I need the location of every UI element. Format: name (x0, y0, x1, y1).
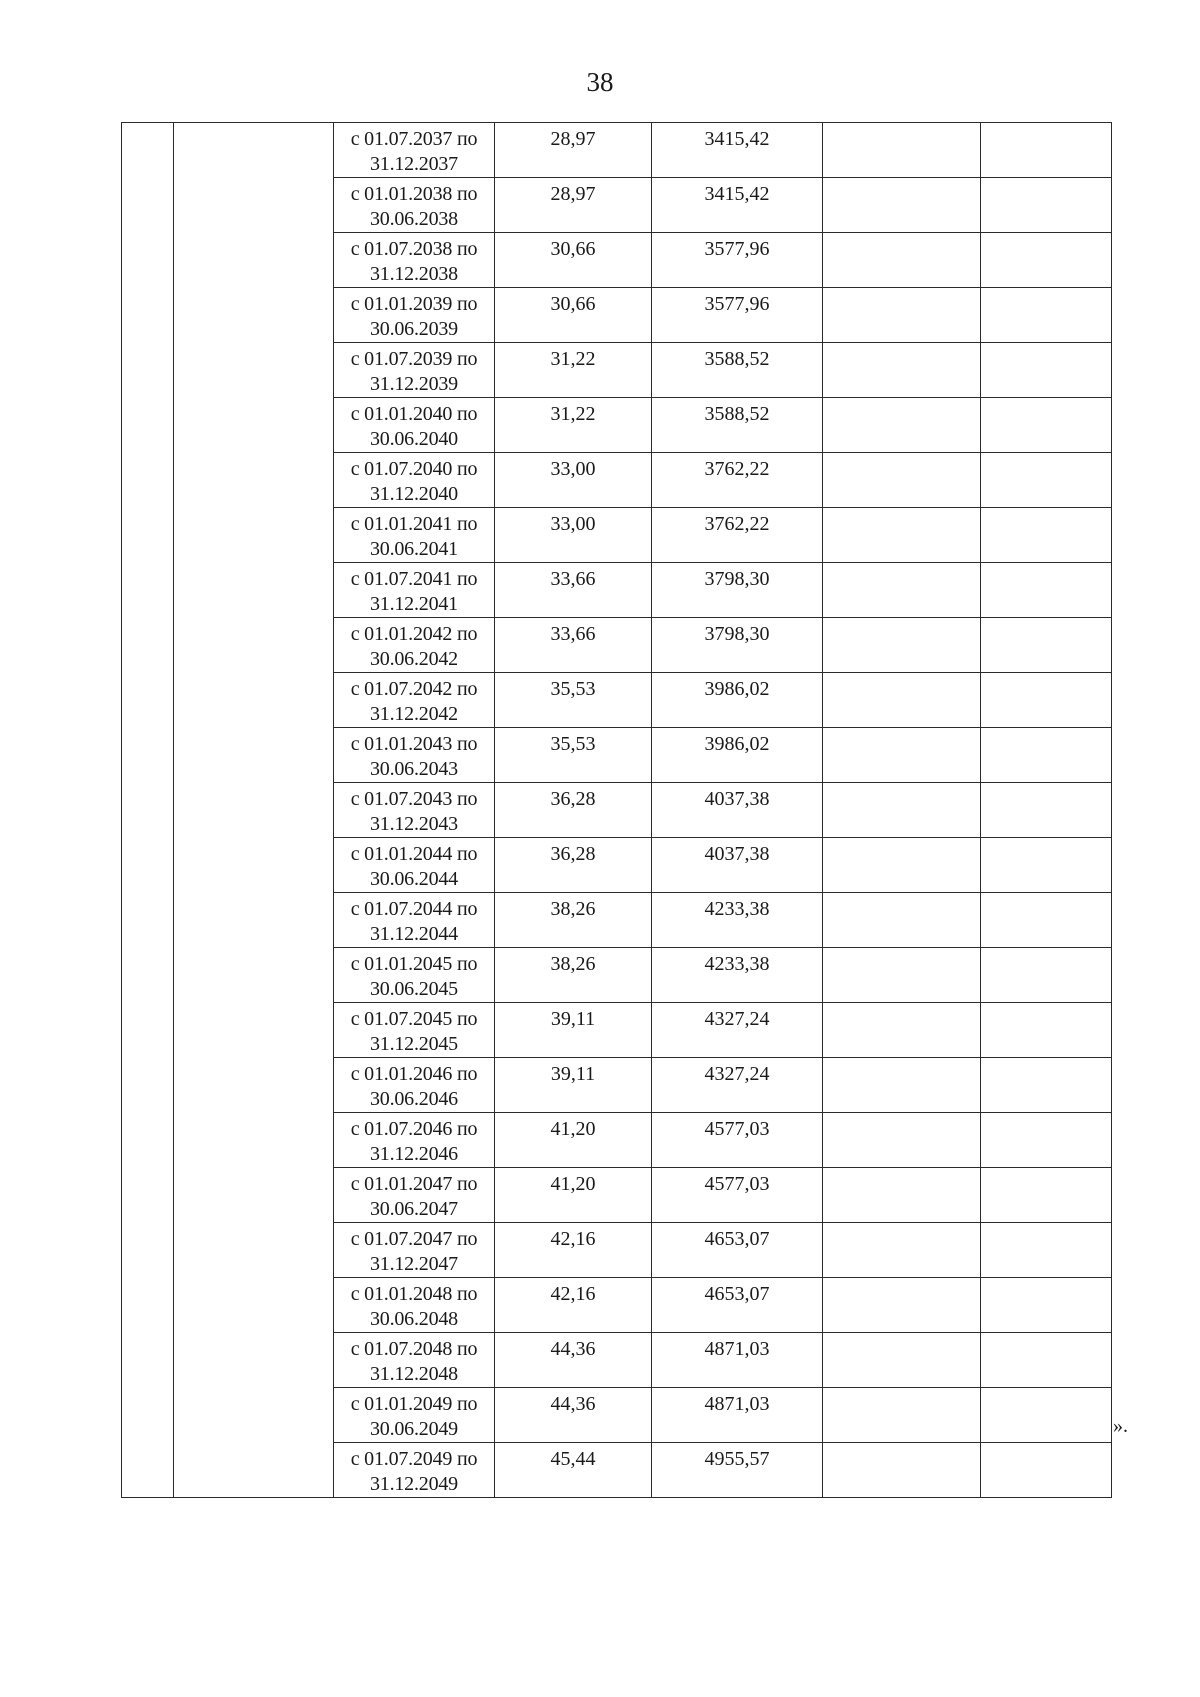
amount-cell: 4653,07 (652, 1223, 823, 1278)
rate-cell: 36,28 (495, 838, 652, 893)
empty-cell (981, 1223, 1112, 1278)
period-from: с 01.07.2043 по (350, 788, 478, 810)
empty-cell (981, 563, 1112, 618)
period-cell (334, 1168, 495, 1223)
rate-cell: 30,66 (495, 288, 652, 343)
rate-cell: 31,22 (495, 398, 652, 453)
empty-cell (823, 1003, 981, 1058)
period-to: 31.12.2046 (369, 1143, 458, 1165)
empty-cell (823, 233, 981, 288)
rate-cell: 33,66 (495, 563, 652, 618)
empty-cell (823, 1443, 981, 1498)
merged-name-cell (174, 123, 334, 1498)
period-from: с 01.01.2039 по (350, 293, 478, 315)
amount-cell: 4871,03 (652, 1333, 823, 1388)
amount-cell: 4955,57 (652, 1443, 823, 1498)
period-from: с 01.07.2045 по (350, 1008, 478, 1030)
period-from: с 01.01.2038 по (350, 183, 478, 205)
rate-cell: 33,66 (495, 618, 652, 673)
period-cell (334, 838, 495, 893)
empty-cell (981, 508, 1112, 563)
period-to: 30.06.2045 (369, 978, 458, 1000)
period-to: 30.06.2042 (369, 648, 458, 670)
empty-cell (823, 1278, 981, 1333)
amount-cell: 3588,52 (652, 398, 823, 453)
amount-cell: 4653,07 (652, 1278, 823, 1333)
empty-cell (823, 178, 981, 233)
rate-cell: 42,16 (495, 1278, 652, 1333)
period-cell (334, 673, 495, 728)
empty-cell (981, 1058, 1112, 1113)
amount-cell: 3415,42 (652, 178, 823, 233)
period-from: с 01.07.2039 по (350, 348, 478, 370)
empty-cell (823, 838, 981, 893)
period-cell (334, 398, 495, 453)
amount-cell: 3798,30 (652, 563, 823, 618)
rate-cell: 35,53 (495, 673, 652, 728)
period-to: 30.06.2044 (369, 868, 458, 890)
period-to: 30.06.2046 (369, 1088, 458, 1110)
page-number: 38 (586, 67, 614, 97)
period-cell (334, 288, 495, 343)
tariff-table (121, 122, 1112, 1498)
period-from: с 01.07.2037 по (350, 128, 478, 150)
period-cell (334, 1333, 495, 1388)
period-to: 30.06.2039 (369, 318, 458, 340)
rate-cell: 41,20 (495, 1168, 652, 1223)
empty-cell (981, 1168, 1112, 1223)
empty-cell (823, 673, 981, 728)
period-to: 31.12.2044 (369, 923, 458, 945)
period-to: 31.12.2037 (369, 153, 458, 175)
period-from: с 01.01.2049 по (350, 1393, 478, 1415)
period-to: 30.06.2041 (369, 538, 458, 560)
empty-cell (981, 398, 1112, 453)
amount-cell: 3798,30 (652, 618, 823, 673)
rate-cell: 41,20 (495, 1113, 652, 1168)
period-to: 30.06.2047 (369, 1198, 458, 1220)
amount-cell: 4327,24 (652, 1058, 823, 1113)
empty-cell (981, 893, 1112, 948)
period-to: 31.12.2045 (369, 1033, 458, 1055)
rate-cell: 38,26 (495, 948, 652, 1003)
period-cell (334, 728, 495, 783)
empty-cell (823, 453, 981, 508)
rate-cell: 39,11 (495, 1058, 652, 1113)
empty-cell (823, 1113, 981, 1168)
empty-cell (981, 948, 1112, 1003)
amount-cell: 4233,38 (652, 948, 823, 1003)
closing-quote-mark: ». (1113, 1415, 1128, 1437)
amount-cell: 4871,03 (652, 1388, 823, 1443)
empty-cell (823, 728, 981, 783)
amount-cell: 3577,96 (652, 233, 823, 288)
period-cell (334, 233, 495, 288)
period-from: с 01.07.2041 по (350, 568, 478, 590)
period-from: с 01.07.2042 по (350, 678, 478, 700)
period-to: 30.06.2040 (369, 428, 458, 450)
amount-cell: 3588,52 (652, 343, 823, 398)
period-cell (334, 893, 495, 948)
period-to: 31.12.2040 (369, 483, 458, 505)
period-cell (334, 1443, 495, 1498)
period-to: 31.12.2047 (369, 1253, 458, 1275)
empty-cell (981, 1113, 1112, 1168)
empty-cell (981, 178, 1112, 233)
merged-number-cell (122, 123, 174, 1498)
period-from: с 01.01.2042 по (350, 623, 478, 645)
amount-cell: 4037,38 (652, 838, 823, 893)
empty-cell (823, 618, 981, 673)
empty-cell (823, 1333, 981, 1388)
amount-cell: 3415,42 (652, 123, 823, 178)
rate-cell: 28,97 (495, 178, 652, 233)
rate-cell: 39,11 (495, 1003, 652, 1058)
period-to: 30.06.2038 (369, 208, 458, 230)
amount-cell: 4037,38 (652, 783, 823, 838)
period-cell (334, 508, 495, 563)
empty-cell (981, 123, 1112, 178)
table-row (122, 123, 1112, 178)
empty-cell (823, 123, 981, 178)
period-from: с 01.01.2046 по (350, 1063, 478, 1085)
period-from: с 01.01.2045 по (350, 953, 478, 975)
period-to: 31.12.2038 (369, 263, 458, 285)
period-cell (334, 1003, 495, 1058)
period-cell (334, 178, 495, 233)
period-cell (334, 343, 495, 398)
period-cell (334, 123, 495, 178)
table-body (122, 123, 1112, 1498)
empty-cell (823, 783, 981, 838)
empty-cell (981, 673, 1112, 728)
amount-cell: 3577,96 (652, 288, 823, 343)
empty-cell (981, 618, 1112, 673)
empty-cell (981, 783, 1112, 838)
period-to: 30.06.2043 (369, 758, 458, 780)
period-from: с 01.01.2048 по (350, 1283, 478, 1305)
empty-cell (823, 1388, 981, 1443)
period-from: с 01.01.2043 по (350, 733, 478, 755)
period-cell (334, 1113, 495, 1168)
amount-cell: 4577,03 (652, 1168, 823, 1223)
period-to: 31.12.2043 (369, 813, 458, 835)
empty-cell (981, 1333, 1112, 1388)
period-to: 30.06.2049 (369, 1418, 458, 1440)
amount-cell: 4233,38 (652, 893, 823, 948)
period-cell (334, 453, 495, 508)
rate-cell: 38,26 (495, 893, 652, 948)
empty-cell (981, 1003, 1112, 1058)
period-from: с 01.07.2047 по (350, 1228, 478, 1250)
empty-cell (981, 1388, 1112, 1443)
empty-cell (823, 948, 981, 1003)
period-from: с 01.01.2047 по (350, 1173, 478, 1195)
rate-cell: 36,28 (495, 783, 652, 838)
period-from: с 01.01.2040 по (350, 403, 478, 425)
empty-cell (823, 1058, 981, 1113)
amount-cell: 4327,24 (652, 1003, 823, 1058)
period-to: 31.12.2042 (369, 703, 458, 725)
amount-cell: 3986,02 (652, 728, 823, 783)
empty-cell (823, 563, 981, 618)
period-to: 30.06.2048 (369, 1308, 458, 1330)
period-to: 31.12.2041 (369, 593, 458, 615)
period-cell (334, 1223, 495, 1278)
rate-cell: 28,97 (495, 123, 652, 178)
empty-cell (981, 343, 1112, 398)
period-from: с 01.07.2049 по (350, 1448, 478, 1470)
amount-cell: 3986,02 (652, 673, 823, 728)
empty-cell (981, 233, 1112, 288)
empty-cell (981, 838, 1112, 893)
empty-cell (981, 1443, 1112, 1498)
empty-cell (823, 288, 981, 343)
period-cell (334, 1058, 495, 1113)
amount-cell: 3762,22 (652, 453, 823, 508)
period-cell (334, 948, 495, 1003)
empty-cell (823, 508, 981, 563)
rate-cell: 33,00 (495, 453, 652, 508)
empty-cell (823, 1223, 981, 1278)
period-to: 31.12.2039 (369, 373, 458, 395)
rate-cell: 35,53 (495, 728, 652, 783)
period-from: с 01.01.2044 по (350, 843, 478, 865)
rate-cell: 33,00 (495, 508, 652, 563)
rate-cell: 44,36 (495, 1388, 652, 1443)
rate-cell: 45,44 (495, 1443, 652, 1498)
period-to: 31.12.2049 (369, 1473, 458, 1495)
rate-cell: 42,16 (495, 1223, 652, 1278)
empty-cell (981, 453, 1112, 508)
period-from: с 01.01.2041 по (350, 513, 478, 535)
period-from: с 01.07.2048 по (350, 1338, 478, 1360)
empty-cell (823, 893, 981, 948)
rate-cell: 30,66 (495, 233, 652, 288)
empty-cell (823, 398, 981, 453)
period-cell (334, 563, 495, 618)
period-cell (334, 783, 495, 838)
period-from: с 01.07.2040 по (350, 458, 478, 480)
empty-cell (981, 1278, 1112, 1333)
period-from: с 01.07.2044 по (350, 898, 478, 920)
rate-cell: 44,36 (495, 1333, 652, 1388)
period-cell (334, 1278, 495, 1333)
empty-cell (981, 288, 1112, 343)
period-cell (334, 618, 495, 673)
period-to: 31.12.2048 (369, 1363, 458, 1385)
period-from: с 01.07.2038 по (350, 238, 478, 260)
amount-cell: 3762,22 (652, 508, 823, 563)
empty-cell (823, 1168, 981, 1223)
empty-cell (981, 728, 1112, 783)
period-cell (334, 1388, 495, 1443)
rate-cell: 31,22 (495, 343, 652, 398)
amount-cell: 4577,03 (652, 1113, 823, 1168)
period-from: с 01.07.2046 по (350, 1118, 478, 1140)
empty-cell (823, 343, 981, 398)
